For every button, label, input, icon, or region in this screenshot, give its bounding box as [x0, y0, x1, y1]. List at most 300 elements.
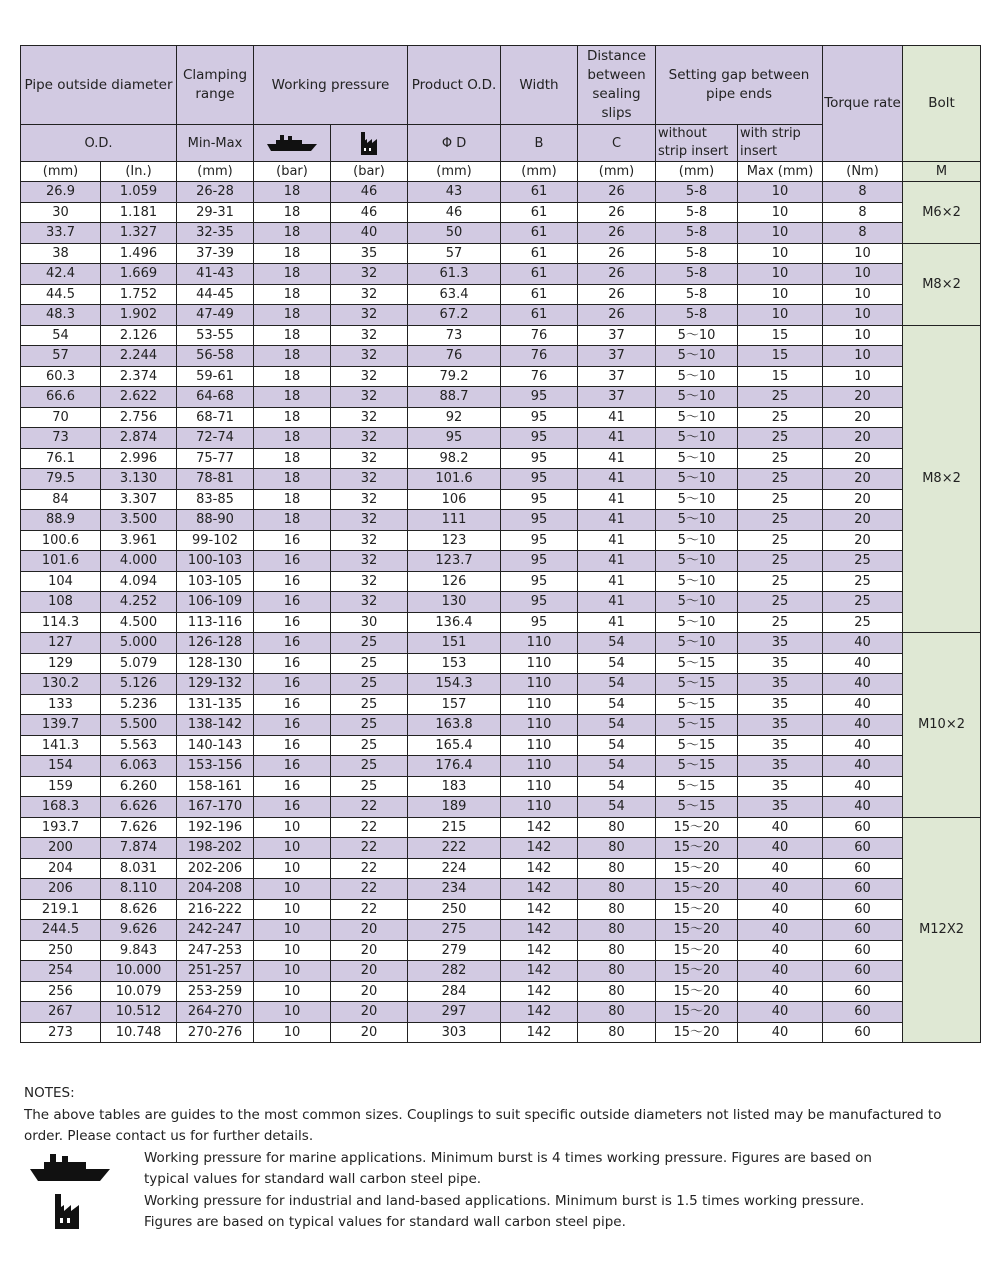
table-cell: 76 [501, 366, 578, 387]
header-pipe-od: Pipe outside diameter [21, 46, 177, 125]
table-row [21, 858, 981, 879]
unit-cell: (mm) [501, 162, 578, 182]
table-cell: 25 [331, 674, 408, 695]
table-cell: 5～10 [656, 489, 738, 510]
table-cell: 54 [578, 756, 656, 777]
unit-cell: (mm) [408, 162, 501, 182]
table-cell: 9.626 [101, 920, 177, 941]
table-cell: 123 [408, 530, 501, 551]
table-cell: 5～10 [656, 530, 738, 551]
table-cell: 5.236 [101, 694, 177, 715]
table-cell: 10 [823, 243, 903, 264]
table-cell: 153-156 [177, 756, 254, 777]
table-cell: 46 [331, 202, 408, 223]
table-cell: 95 [501, 448, 578, 469]
table-cell: 10 [823, 325, 903, 346]
table-cell: 40 [738, 920, 823, 941]
table-cell: 5～15 [656, 797, 738, 818]
table-cell: 35 [738, 694, 823, 715]
subheader-b: B [501, 125, 578, 162]
table-cell: 16 [254, 776, 331, 797]
table-cell: 10 [254, 981, 331, 1002]
table-row [21, 715, 981, 736]
table-cell: 4.500 [101, 612, 177, 633]
table-row [21, 223, 981, 244]
table-cell: 110 [501, 735, 578, 756]
table-cell: 5～10 [656, 510, 738, 531]
bolt-size-cell: M12X2 [903, 817, 981, 1043]
table-cell: 73 [21, 428, 101, 449]
table-cell: 202-206 [177, 858, 254, 879]
table-cell: 20 [331, 1002, 408, 1023]
table-cell: 61 [501, 264, 578, 285]
table-cell: 25 [738, 510, 823, 531]
table-cell: 129-132 [177, 674, 254, 695]
table-cell: 100-103 [177, 551, 254, 572]
table-cell: 110 [501, 653, 578, 674]
table-row [21, 571, 981, 592]
table-cell: 131-135 [177, 694, 254, 715]
table-cell: 25 [823, 612, 903, 633]
table-cell: 20 [823, 407, 903, 428]
header-distance-slips: Distance between sealing slips [578, 46, 656, 125]
table-cell: 47-49 [177, 305, 254, 326]
table-cell: 60 [823, 817, 903, 838]
subheader-min-max: Min-Max [177, 125, 254, 162]
factory-icon [24, 1191, 134, 1234]
table-cell: 37 [578, 387, 656, 408]
table-cell: 57 [21, 346, 101, 367]
table-cell: 40 [823, 797, 903, 818]
table-cell: 139.7 [21, 715, 101, 736]
table-cell: 4.252 [101, 592, 177, 613]
table-cell: 224 [408, 858, 501, 879]
table-cell: 5～15 [656, 735, 738, 756]
table-cell: 4.000 [101, 551, 177, 572]
table-cell: 40 [738, 838, 823, 859]
table-cell: 60 [823, 1022, 903, 1043]
table-cell: 26.9 [21, 182, 101, 203]
table-cell: 95 [501, 469, 578, 490]
table-cell: 95 [501, 407, 578, 428]
table-cell: 40 [823, 735, 903, 756]
ship-icon [24, 1148, 134, 1191]
table-cell: 219.1 [21, 899, 101, 920]
table-row [21, 243, 981, 264]
table-cell: 242-247 [177, 920, 254, 941]
table-cell: 183 [408, 776, 501, 797]
table-cell: 22 [331, 899, 408, 920]
table-cell: 80 [578, 879, 656, 900]
table-cell: 142 [501, 981, 578, 1002]
unit-cell: (Nm) [823, 162, 903, 182]
unit-cell: (bar) [331, 162, 408, 182]
table-cell: 40 [823, 776, 903, 797]
header-width: Width [501, 46, 578, 125]
table-cell: 75-77 [177, 448, 254, 469]
table-cell: 10 [254, 1002, 331, 1023]
table-row [21, 981, 981, 1002]
note-industrial [24, 1191, 984, 1234]
table-cell: 10 [254, 817, 331, 838]
table-cell: 18 [254, 284, 331, 305]
table-cell: 32 [331, 346, 408, 367]
table-cell: 142 [501, 899, 578, 920]
table-cell: 41 [578, 469, 656, 490]
table-cell: 32 [331, 305, 408, 326]
table-row [21, 694, 981, 715]
table-cell: 26 [578, 264, 656, 285]
table-cell: 5～15 [656, 715, 738, 736]
table-cell: 35 [738, 756, 823, 777]
table-cell: 61 [501, 202, 578, 223]
subheader-c: C [578, 125, 656, 162]
table-cell: 15～20 [656, 940, 738, 961]
table-cell: 80 [578, 858, 656, 879]
unit-cell: (mm) [656, 162, 738, 182]
table-cell: 54 [578, 674, 656, 695]
table-cell: 234 [408, 879, 501, 900]
table-cell: 5～10 [656, 387, 738, 408]
table-cell: 25 [738, 489, 823, 510]
table-cell: 10.748 [101, 1022, 177, 1043]
table-cell: 42.4 [21, 264, 101, 285]
table-cell: 5-8 [656, 243, 738, 264]
table-row [21, 284, 981, 305]
table-cell: 80 [578, 981, 656, 1002]
table-cell: 22 [331, 858, 408, 879]
table-cell: 41 [578, 489, 656, 510]
table-cell: 254 [21, 961, 101, 982]
subheader-with-strip: with strip insert [738, 125, 823, 162]
table-cell: 32 [331, 592, 408, 613]
table-cell: 60 [823, 899, 903, 920]
table-cell: 80 [578, 961, 656, 982]
table-cell: 20 [823, 489, 903, 510]
table-cell: 158-161 [177, 776, 254, 797]
table-cell: 10 [823, 305, 903, 326]
table-row [21, 797, 981, 818]
table-cell: 142 [501, 961, 578, 982]
bolt-size-cell: M8×2 [903, 243, 981, 325]
table-cell: 8 [823, 223, 903, 244]
table-cell: 253-259 [177, 981, 254, 1002]
table-cell: 54 [578, 694, 656, 715]
table-cell: 25 [331, 756, 408, 777]
table-cell: 100.6 [21, 530, 101, 551]
table-cell: 247-253 [177, 940, 254, 961]
table-cell: 25 [331, 715, 408, 736]
unit-cell: (mm) [578, 162, 656, 182]
subheader-phi-d: Φ D [408, 125, 501, 162]
table-cell: 25 [738, 612, 823, 633]
unit-cell: (mm) [177, 162, 254, 182]
table-cell: 78-81 [177, 469, 254, 490]
table-cell: 20 [823, 448, 903, 469]
table-cell: 22 [331, 817, 408, 838]
table-cell: 110 [501, 674, 578, 695]
table-cell: 54 [21, 325, 101, 346]
table-cell: 15～20 [656, 858, 738, 879]
table-cell: 25 [331, 653, 408, 674]
table-cell: 15 [738, 346, 823, 367]
table-cell: 18 [254, 387, 331, 408]
table-cell: 15～20 [656, 920, 738, 941]
table-cell: 2.126 [101, 325, 177, 346]
table-cell: 29-31 [177, 202, 254, 223]
table-cell: 30 [21, 202, 101, 223]
table-cell: 133 [21, 694, 101, 715]
table-cell: 8 [823, 182, 903, 203]
notes-title: NOTES: [24, 1085, 75, 1101]
table-cell: 151 [408, 633, 501, 654]
table-cell: 18 [254, 264, 331, 285]
table-cell: 95 [501, 510, 578, 531]
note-marine [24, 1148, 984, 1191]
table-cell: 61 [501, 182, 578, 203]
table-cell: 5～10 [656, 592, 738, 613]
table-cell: 2.874 [101, 428, 177, 449]
table-cell: 10 [254, 899, 331, 920]
table-cell: 5.563 [101, 735, 177, 756]
table-cell: 165.4 [408, 735, 501, 756]
table-cell: 95 [501, 571, 578, 592]
table-cell: 6.626 [101, 797, 177, 818]
table-cell: 15～20 [656, 1002, 738, 1023]
factory-icon [331, 125, 408, 162]
table-cell: 20 [331, 981, 408, 1002]
table-cell: 26 [578, 305, 656, 326]
table-cell: 54 [578, 715, 656, 736]
table-row [21, 817, 981, 838]
table-cell: 46 [331, 182, 408, 203]
table-row [21, 469, 981, 490]
table-cell: 153 [408, 653, 501, 674]
table-cell: 79.2 [408, 366, 501, 387]
table-cell: 32 [331, 530, 408, 551]
table-cell: 32 [331, 366, 408, 387]
table-cell: 40 [738, 879, 823, 900]
table-cell: 16 [254, 551, 331, 572]
table-cell: 2.622 [101, 387, 177, 408]
table-cell: 80 [578, 940, 656, 961]
table-cell: 273 [21, 1022, 101, 1043]
table-cell: 18 [254, 510, 331, 531]
table-cell: 16 [254, 674, 331, 695]
table-cell: 32 [331, 264, 408, 285]
table-cell: 15～20 [656, 1022, 738, 1043]
table-cell: 10 [254, 1022, 331, 1043]
table-cell: 15～20 [656, 838, 738, 859]
table-cell: 5～15 [656, 694, 738, 715]
table-cell: 26 [578, 202, 656, 223]
table-row [21, 551, 981, 572]
table-cell: 5-8 [656, 284, 738, 305]
table-cell: 206 [21, 879, 101, 900]
table-row [21, 1002, 981, 1023]
table-row [21, 653, 981, 674]
subheader-od: O.D. [21, 125, 177, 162]
table-cell: 15 [738, 366, 823, 387]
table-cell: 66.6 [21, 387, 101, 408]
table-cell: 95 [501, 387, 578, 408]
table-cell: 54 [578, 797, 656, 818]
table-cell: 8 [823, 202, 903, 223]
table-cell: 5～15 [656, 674, 738, 695]
table-cell: 6.260 [101, 776, 177, 797]
table-cell: 25 [823, 592, 903, 613]
table-cell: 84 [21, 489, 101, 510]
table-cell: 141.3 [21, 735, 101, 756]
table-cell: 68-71 [177, 407, 254, 428]
table-cell: 95 [501, 551, 578, 572]
table-cell: 25 [823, 571, 903, 592]
table-cell: 25 [738, 428, 823, 449]
table-cell: 54 [578, 776, 656, 797]
table-cell: 10 [254, 940, 331, 961]
table-cell: 5～15 [656, 653, 738, 674]
table-cell: 80 [578, 838, 656, 859]
table-cell: 198-202 [177, 838, 254, 859]
table-cell: 20 [331, 940, 408, 961]
table-cell: 37 [578, 346, 656, 367]
unit-cell: (In.) [101, 162, 177, 182]
table-cell: 25 [823, 551, 903, 572]
table-cell: 110 [501, 694, 578, 715]
table-cell: 157 [408, 694, 501, 715]
table-cell: 267 [21, 1002, 101, 1023]
table-cell: 61 [501, 284, 578, 305]
table-cell: 60 [823, 879, 903, 900]
table-cell: 5～10 [656, 469, 738, 490]
table-cell: 16 [254, 735, 331, 756]
table-cell: 79.5 [21, 469, 101, 490]
table-cell: 95 [501, 428, 578, 449]
table-cell: 41 [578, 551, 656, 572]
table-cell: 40 [738, 940, 823, 961]
table-cell: 110 [501, 633, 578, 654]
table-cell: 5-8 [656, 202, 738, 223]
table-cell: 98.2 [408, 448, 501, 469]
table-cell: 67.2 [408, 305, 501, 326]
table-cell: 18 [254, 469, 331, 490]
table-cell: 176.4 [408, 756, 501, 777]
table-cell: 5-8 [656, 305, 738, 326]
table-cell: 40 [738, 858, 823, 879]
table-cell: 126 [408, 571, 501, 592]
table-cell: 1.496 [101, 243, 177, 264]
table-cell: 44.5 [21, 284, 101, 305]
table-cell: 16 [254, 633, 331, 654]
table-cell: 18 [254, 366, 331, 387]
table-row [21, 756, 981, 777]
table-cell: 20 [331, 1022, 408, 1043]
table-cell: 16 [254, 612, 331, 633]
table-cell: 110 [501, 715, 578, 736]
table-cell: 95 [501, 530, 578, 551]
table-cell: 20 [331, 961, 408, 982]
table-cell: 10 [823, 346, 903, 367]
table-row [21, 940, 981, 961]
table-cell: 40 [738, 899, 823, 920]
table-cell: 41 [578, 592, 656, 613]
table-cell: 163.8 [408, 715, 501, 736]
pipe-coupling-spec-table [20, 45, 981, 1043]
table-cell: 10 [738, 243, 823, 264]
table-cell: 18 [254, 346, 331, 367]
table-cell: 50 [408, 223, 501, 244]
table-cell: 104 [21, 571, 101, 592]
table-cell: 48.3 [21, 305, 101, 326]
table-row [21, 612, 981, 633]
table-cell: 10.079 [101, 981, 177, 1002]
table-cell: 6.063 [101, 756, 177, 777]
table-cell: 60 [823, 858, 903, 879]
table-cell: 154 [21, 756, 101, 777]
table-cell: 40 [823, 694, 903, 715]
table-row [21, 182, 981, 203]
table-cell: 108 [21, 592, 101, 613]
table-cell: 26-28 [177, 182, 254, 203]
table-cell: 15～20 [656, 879, 738, 900]
subheader-without-strip: without strip insert [656, 125, 738, 162]
table-cell: 1.327 [101, 223, 177, 244]
table-cell: 41-43 [177, 264, 254, 285]
bolt-size-cell: M8×2 [903, 325, 981, 633]
table-cell: 284 [408, 981, 501, 1002]
table-cell: 80 [578, 817, 656, 838]
table-cell: 40 [738, 1002, 823, 1023]
table-cell: 130 [408, 592, 501, 613]
table-cell: 7.874 [101, 838, 177, 859]
table-cell: 35 [738, 633, 823, 654]
table-cell: 37 [578, 325, 656, 346]
table-cell: 3.500 [101, 510, 177, 531]
header-bolt: Bolt [903, 46, 981, 162]
table-cell: 15 [738, 325, 823, 346]
table-cell: 111 [408, 510, 501, 531]
table-cell: 5～15 [656, 776, 738, 797]
table-cell: 32 [331, 284, 408, 305]
table-cell: 25 [331, 776, 408, 797]
table-cell: 32 [331, 510, 408, 531]
table-row [21, 510, 981, 531]
table-row [21, 1022, 981, 1043]
table-cell: 4.094 [101, 571, 177, 592]
table-cell: 22 [331, 879, 408, 900]
table-cell: 18 [254, 243, 331, 264]
bolt-size-cell: M6×2 [903, 182, 981, 244]
table-cell: 10.000 [101, 961, 177, 982]
table-row [21, 735, 981, 756]
table-cell: 275 [408, 920, 501, 941]
table-cell: 59-61 [177, 366, 254, 387]
table-cell: 200 [21, 838, 101, 859]
table-cell: 33.7 [21, 223, 101, 244]
table-cell: 114.3 [21, 612, 101, 633]
table-cell: 95 [501, 612, 578, 633]
table-cell: 83-85 [177, 489, 254, 510]
table-cell: 64-68 [177, 387, 254, 408]
table-cell: 25 [738, 571, 823, 592]
table-cell: 26 [578, 284, 656, 305]
table-cell: 1.059 [101, 182, 177, 203]
notes-general: The above tables are guides to the most common sizes. Couplings to suit specific outside diameters not listed may be manufactured to order. Please contact us for further details. [24, 1106, 942, 1144]
header-working-pressure: Working pressure [254, 46, 408, 125]
table-cell: 159 [21, 776, 101, 797]
header-torque-rate: Torque rate [823, 46, 903, 162]
table-cell: 9.843 [101, 940, 177, 961]
